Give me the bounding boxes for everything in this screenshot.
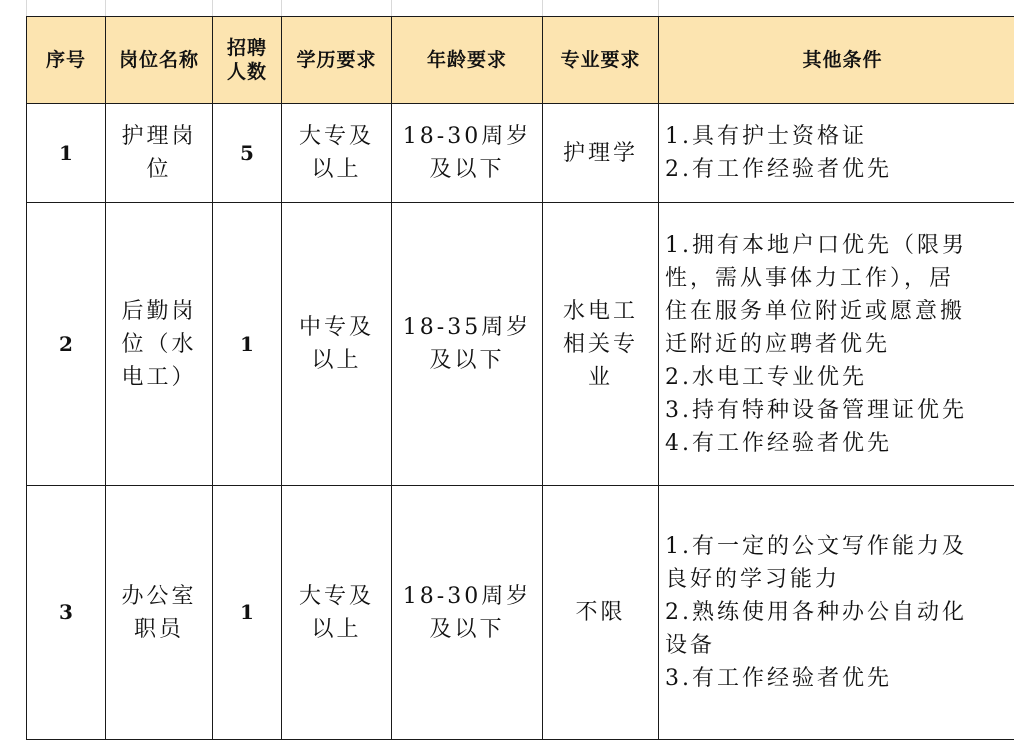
position-line: 职员 xyxy=(133,616,184,642)
position-line: 办公室 xyxy=(121,583,197,609)
age-line: 及以下 xyxy=(429,616,505,642)
condition-line: 3.持有特种设备管理证优先 xyxy=(665,397,967,423)
header-seq: 序号 xyxy=(27,17,106,104)
education-cell xyxy=(282,203,392,486)
grid-line xyxy=(26,0,27,16)
table-row xyxy=(27,203,1014,486)
seq-cell: 2 xyxy=(27,203,106,486)
major-line: 业 xyxy=(587,364,613,390)
condition-line: 1.有一定的公文写作能力及 xyxy=(665,534,967,559)
header-position: 岗位名称 xyxy=(106,17,213,104)
header-major: 专业要求 xyxy=(543,17,659,104)
age-line: 18-30周岁 xyxy=(402,124,532,149)
table-row xyxy=(27,486,1014,740)
condition-line: 良好的学习能力 xyxy=(665,567,841,592)
header-other: 其他条件 xyxy=(659,17,1014,104)
header-count xyxy=(213,17,282,104)
age-line: 18-30周岁 xyxy=(402,583,532,609)
education-line: 以上 xyxy=(311,348,362,373)
position-cell xyxy=(106,104,213,203)
age-line: 及以下 xyxy=(429,157,505,182)
education-line: 中专及 xyxy=(298,315,374,340)
age-cell xyxy=(392,104,543,203)
grid-line xyxy=(212,0,213,16)
position-line: 后勤岗 xyxy=(121,298,197,324)
condition-line: 3.有工作经验者优先 xyxy=(665,666,892,691)
condition-line: 迁附近的应聘者优先 xyxy=(665,331,891,357)
position-line: 电工） xyxy=(121,364,197,390)
position-cell xyxy=(106,486,213,740)
table-row xyxy=(27,104,1014,203)
recruitment-table xyxy=(26,16,1014,740)
seq-cell: 3 xyxy=(27,486,106,740)
major-line: 护理学 xyxy=(562,140,638,166)
header-age: 年龄要求 xyxy=(392,17,543,104)
condition-line: 2.有工作经验者优先 xyxy=(665,157,892,182)
count-cell: 5 xyxy=(213,104,282,203)
major-line: 相关专 xyxy=(562,331,638,357)
grid-line xyxy=(542,0,543,16)
header-education: 学历要求 xyxy=(282,17,392,104)
seq-cell: 1 xyxy=(27,104,106,203)
position-cell xyxy=(106,203,213,486)
conditions-cell xyxy=(659,486,1014,740)
header-count-line: 人数 xyxy=(226,61,267,83)
condition-line: 性，需从事体力工作），居 xyxy=(665,265,955,291)
condition-line: 1.拥有本地户口优先（限男 xyxy=(665,232,967,258)
education-cell xyxy=(282,104,392,203)
education-line: 大专及 xyxy=(298,124,374,149)
education-line: 大专及 xyxy=(298,583,374,609)
age-cell xyxy=(392,203,543,486)
condition-line: 1.具有护士资格证 xyxy=(665,124,867,149)
age-cell xyxy=(392,486,543,740)
count-cell: 1 xyxy=(213,203,282,486)
conditions-cell xyxy=(659,104,1014,203)
major-cell xyxy=(543,203,659,486)
previous-row-strip xyxy=(0,0,1014,16)
education-line: 以上 xyxy=(311,157,362,182)
condition-line: 2.水电工专业优先 xyxy=(665,364,867,390)
major-line: 水电工 xyxy=(562,298,638,324)
condition-line: 住在服务单位附近或愿意搬 xyxy=(665,298,966,324)
age-line: 18-35周岁 xyxy=(402,315,532,340)
position-line: 护理岗 xyxy=(121,124,197,149)
education-cell xyxy=(282,486,392,740)
age-line: 及以下 xyxy=(429,348,505,373)
education-line: 以上 xyxy=(311,616,362,642)
condition-line: 2.熟练使用各种办公自动化 xyxy=(665,600,967,625)
condition-line: 4.有工作经验者优先 xyxy=(665,430,892,456)
grid-line xyxy=(105,0,106,16)
major-cell xyxy=(543,486,659,740)
major-cell xyxy=(543,104,659,203)
header-count-line: 招聘 xyxy=(226,37,267,59)
header-row xyxy=(27,17,1014,104)
grid-line xyxy=(391,0,392,16)
conditions-cell xyxy=(659,203,1014,486)
count-cell: 1 xyxy=(213,486,282,740)
major-line: 不限 xyxy=(575,600,626,625)
position-line: 位（水 xyxy=(121,331,197,357)
grid-line xyxy=(658,0,659,16)
condition-line: 设备 xyxy=(665,633,716,658)
grid-line xyxy=(281,0,282,16)
position-line: 位 xyxy=(146,157,172,182)
